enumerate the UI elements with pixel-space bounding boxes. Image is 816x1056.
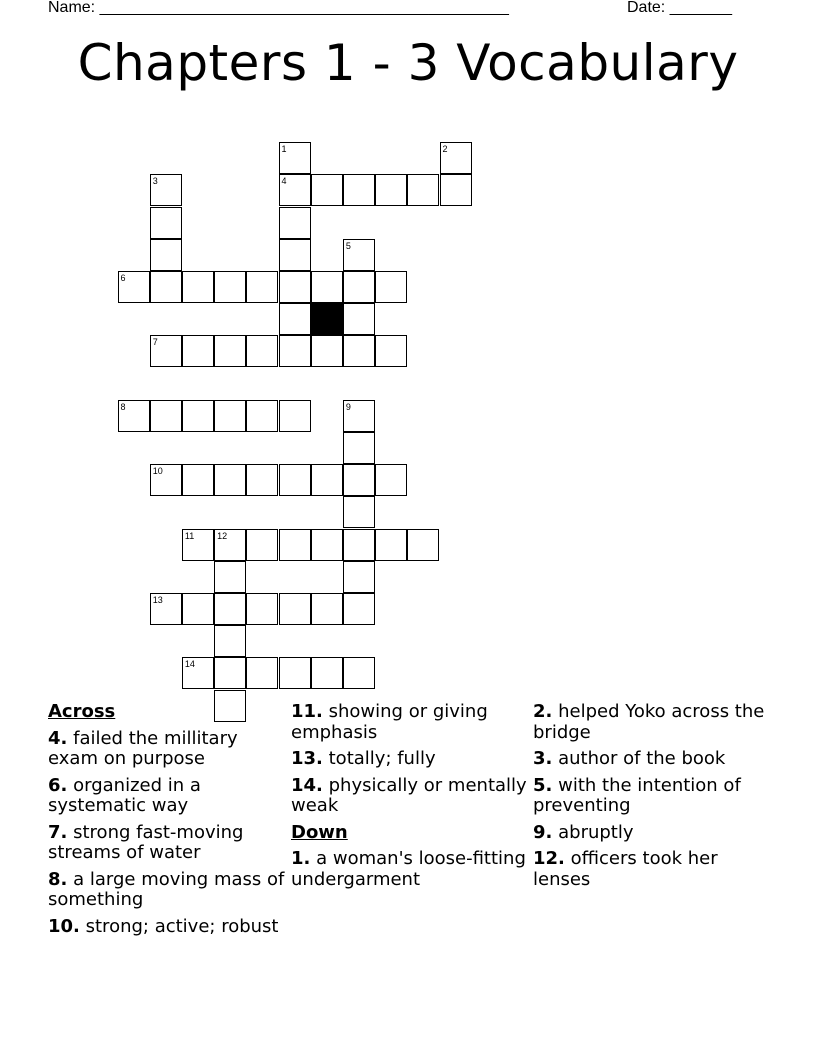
name-field-line[interactable]: Name: ______________________________________________ xyxy=(48,0,509,16)
clue-number: 13 xyxy=(152,595,163,605)
grid-cell[interactable] xyxy=(182,657,214,689)
grid-cell[interactable] xyxy=(214,593,246,625)
grid-cell[interactable] xyxy=(343,400,375,432)
grid-cell[interactable] xyxy=(214,561,246,593)
grid-cell[interactable] xyxy=(311,593,343,625)
across-heading: Across xyxy=(48,701,116,722)
clue-number-label: 3. xyxy=(533,748,553,769)
grid-cell[interactable] xyxy=(343,335,375,367)
grid-cell[interactable] xyxy=(343,496,375,528)
grid-cell[interactable] xyxy=(214,400,246,432)
clue-number: 4 xyxy=(281,176,287,187)
grid-cell[interactable] xyxy=(343,174,375,206)
clue-item xyxy=(291,849,531,890)
blocked-cell xyxy=(311,303,343,335)
grid-cell[interactable] xyxy=(279,529,311,561)
grid-cell[interactable] xyxy=(182,400,214,432)
clue-text: author of the book xyxy=(558,748,726,769)
grid-cell[interactable] xyxy=(407,174,439,206)
grid-cell[interactable] xyxy=(311,174,343,206)
clue-number: 1 xyxy=(281,144,287,155)
grid-cell[interactable] xyxy=(407,529,439,561)
clue-number: 9 xyxy=(345,401,351,412)
clues-column-3 xyxy=(533,702,773,896)
grid-cell[interactable] xyxy=(182,593,214,625)
clue-number: 7 xyxy=(152,337,158,348)
clue-text: officers took her lenses xyxy=(533,848,718,890)
clue-text: abruptly xyxy=(558,821,634,843)
clue-number: 10 xyxy=(152,466,163,477)
grid-cell[interactable] xyxy=(343,561,375,593)
clue-number-label: 10. xyxy=(48,915,80,937)
grid-cell[interactable] xyxy=(150,271,182,303)
grid-cell[interactable] xyxy=(246,400,278,432)
clue-number-label: 13. xyxy=(291,748,323,769)
grid-cell[interactable] xyxy=(214,625,246,657)
grid-cell[interactable] xyxy=(311,464,343,496)
grid-cell[interactable] xyxy=(214,529,246,561)
clue-text: totally; fully xyxy=(328,748,436,769)
grid-cell[interactable] xyxy=(150,174,182,206)
clue-number-label: 12. xyxy=(533,848,565,869)
grid-cell[interactable] xyxy=(214,271,246,303)
grid-cell[interactable] xyxy=(182,271,214,303)
page-title: Chapters 1 - 3 Vocabulary xyxy=(77,34,739,92)
grid-cell[interactable] xyxy=(375,464,407,496)
grid-cell[interactable] xyxy=(279,593,311,625)
clue-item xyxy=(533,849,773,890)
clue-text: a woman's loose-fitting undergarment xyxy=(291,848,526,890)
date-field-line[interactable]: Date: _______ xyxy=(627,0,732,16)
grid-cell[interactable] xyxy=(246,529,278,561)
grid-cell[interactable] xyxy=(343,303,375,335)
clue-number-label: 8. xyxy=(48,868,68,890)
grid-cell[interactable] xyxy=(375,529,407,561)
clue-number-label: 6. xyxy=(48,774,68,796)
clue-number-label: 14. xyxy=(291,774,323,796)
clue-item xyxy=(48,776,288,817)
clue-item xyxy=(291,776,531,817)
clue-text: showing or giving emphasis xyxy=(291,701,488,743)
clue-text: organized in a systematic way xyxy=(48,774,201,816)
grid-cell[interactable] xyxy=(279,239,311,271)
grid-cell[interactable] xyxy=(214,657,246,689)
clue-number-label: 2. xyxy=(533,701,553,722)
grid-cell[interactable] xyxy=(311,271,343,303)
grid-cell[interactable] xyxy=(343,271,375,303)
clue-number: 8 xyxy=(120,401,126,412)
grid-cell[interactable] xyxy=(279,657,311,689)
grid-cell[interactable] xyxy=(375,271,407,303)
clue-number: 2 xyxy=(442,144,448,155)
grid-cell[interactable] xyxy=(311,657,343,689)
grid-cell[interactable] xyxy=(150,593,182,625)
grid-cell[interactable] xyxy=(343,432,375,464)
grid-cell[interactable] xyxy=(311,529,343,561)
clue-number-label: 4. xyxy=(48,727,68,749)
clue-item xyxy=(291,702,531,743)
clue-text: helped Yoko across the bridge xyxy=(533,701,765,743)
clue-text: failed the millitary exam on purpose xyxy=(48,727,238,769)
clue-number-label: 5. xyxy=(533,774,553,796)
grid-cell[interactable] xyxy=(150,207,182,239)
clue-item xyxy=(533,702,773,743)
clue-item xyxy=(48,823,288,864)
clue-number-label: 1. xyxy=(291,848,311,869)
grid-cell[interactable] xyxy=(343,593,375,625)
grid-cell[interactable] xyxy=(343,464,375,496)
clue-text: with the intention of preventing xyxy=(533,774,741,816)
clue-number: 5 xyxy=(345,240,351,251)
grid-cell[interactable] xyxy=(279,142,311,174)
grid-cell[interactable] xyxy=(150,464,182,496)
grid-cell[interactable] xyxy=(279,335,311,367)
clues-column-1 xyxy=(48,702,288,943)
grid-cell[interactable] xyxy=(182,335,214,367)
clue-number-label: 11. xyxy=(291,701,323,722)
clue-text: physically or mentally weak xyxy=(291,774,527,816)
grid-cell[interactable] xyxy=(118,271,150,303)
grid-cell[interactable] xyxy=(279,207,311,239)
grid-cell[interactable] xyxy=(343,529,375,561)
grid-cell[interactable] xyxy=(440,142,472,174)
clue-text: strong; active; robust xyxy=(85,915,279,937)
grid-cell[interactable] xyxy=(279,464,311,496)
clues-column-2 xyxy=(291,702,531,896)
grid-cell[interactable] xyxy=(246,335,278,367)
grid-cell[interactable] xyxy=(246,271,278,303)
grid-cell[interactable] xyxy=(279,303,311,335)
grid-cell[interactable] xyxy=(279,400,311,432)
grid-cell[interactable] xyxy=(214,464,246,496)
clue-number: 12 xyxy=(217,530,228,541)
clue-number-label: 7. xyxy=(48,821,68,843)
grid-cell[interactable] xyxy=(182,529,214,561)
grid-cell[interactable] xyxy=(214,335,246,367)
clue-number: 3 xyxy=(152,176,158,187)
grid-cell[interactable] xyxy=(375,335,407,367)
grid-cell[interactable] xyxy=(375,174,407,206)
grid-cell[interactable] xyxy=(150,400,182,432)
grid-cell[interactable] xyxy=(279,174,311,206)
grid-cell[interactable] xyxy=(311,335,343,367)
clue-text: a large moving mass of something xyxy=(48,868,285,910)
clue-number-label: 9. xyxy=(533,821,553,843)
clue-text: strong fast-moving streams of water xyxy=(48,821,244,863)
grid-cell[interactable] xyxy=(246,464,278,496)
grid-cell[interactable] xyxy=(343,657,375,689)
clue-number: 11 xyxy=(184,530,195,541)
grid-cell[interactable] xyxy=(246,593,278,625)
clue-item xyxy=(48,870,288,911)
clue-item xyxy=(48,729,288,770)
clue-item xyxy=(291,749,531,770)
grid-cell[interactable] xyxy=(440,174,472,206)
grid-cell[interactable] xyxy=(150,335,182,367)
grid-cell[interactable] xyxy=(118,400,150,432)
grid-cell[interactable] xyxy=(279,271,311,303)
clue-item xyxy=(533,749,773,770)
clue-number: 6 xyxy=(120,273,126,283)
clue-item xyxy=(533,776,773,817)
down-heading: Down xyxy=(291,821,348,843)
grid-cell[interactable] xyxy=(343,239,375,271)
clue-item xyxy=(48,917,288,938)
clue-number: 14 xyxy=(184,659,195,670)
grid-cell[interactable] xyxy=(246,657,278,689)
clue-item xyxy=(533,823,773,844)
grid-cell[interactable] xyxy=(150,239,182,271)
grid-cell[interactable] xyxy=(182,464,214,496)
